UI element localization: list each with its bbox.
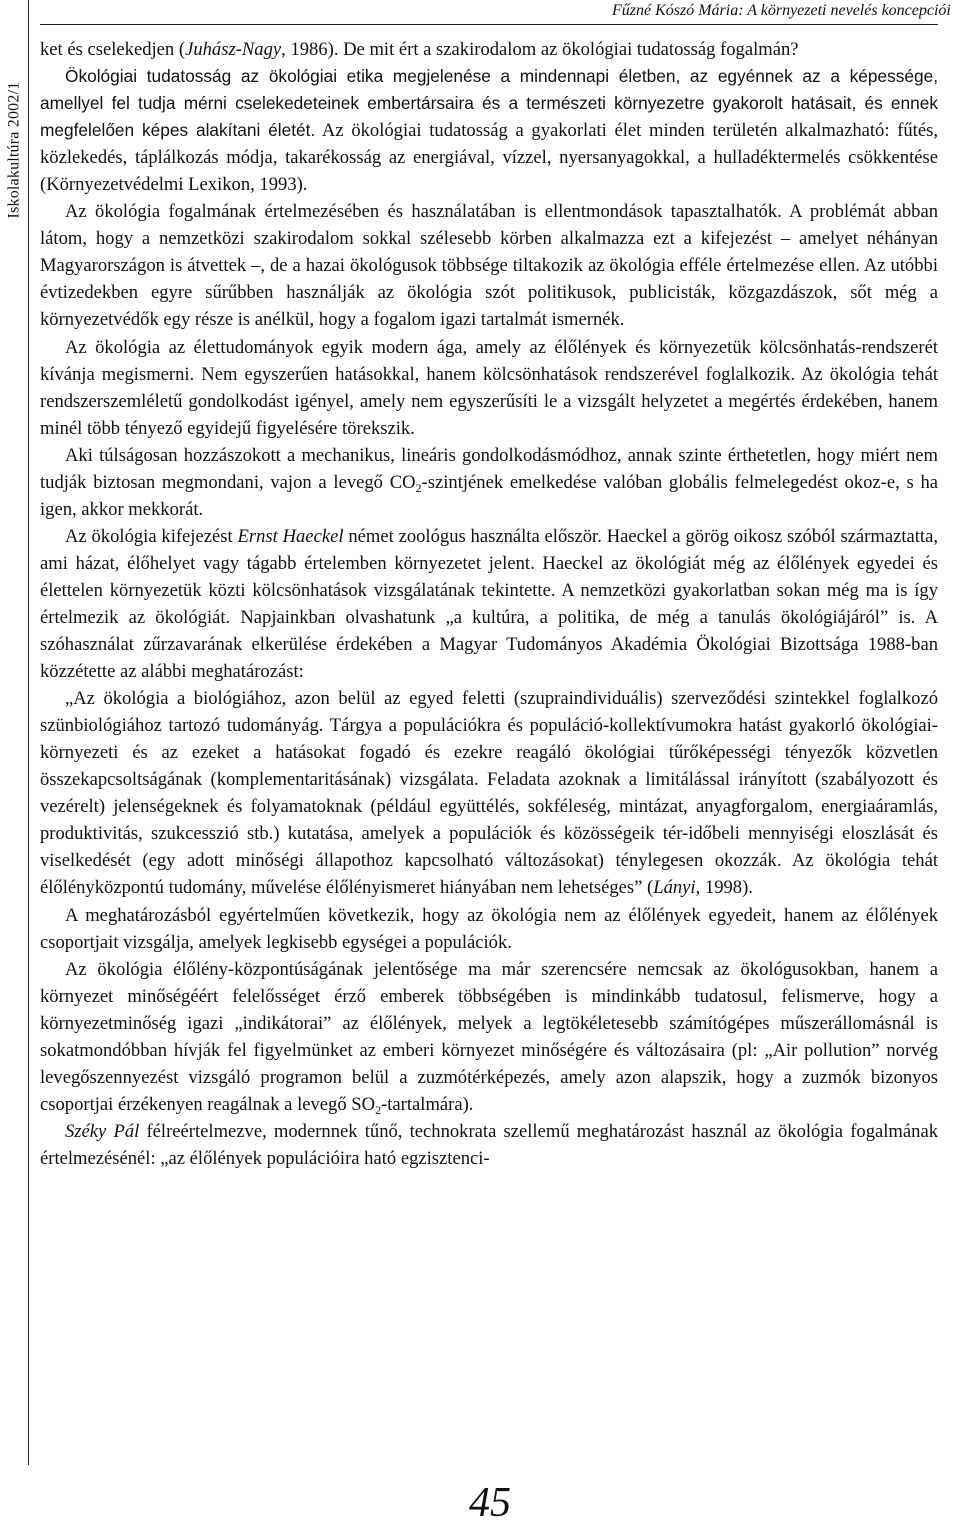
header-rule — [40, 24, 938, 25]
paragraph — [40, 334, 938, 442]
paragraph — [40, 198, 938, 333]
paragraph — [40, 63, 938, 198]
journal-side-tab-label: Iskolakultúra 2002/1 — [5, 81, 22, 219]
text-run: Az ökológia élőlény-központúságának jelentősége ma már szerencsére nemcsak az ökológusokban, hanem a környezet minőségéért felelősséget érző emberek többségében is mindinkább tudatosul, felismerve, hogy a környezetminőség igazi „indikátorai” az élőlények, melyek a legtökéletesebb számítógépes műszerállomásnál is sokatmondóbban hívják fel figyelmünket az emberi környezet minőségére és változásaira (pl: „Air pollution” norvég levegőszennyezést vizsgáló programon belül a zuzmótérképezés, amely azon alapszik, hogy a zuzmók bizonyos csoportjai érzékenyen reagálnak a levegő SO — [40, 958, 938, 1115]
subscript: 2 — [415, 480, 422, 495]
text-run: -tartalmára). — [381, 1093, 474, 1115]
text-run: félreértelmezve, modernnek tűnő, technokrata szellemű meghatározást használ az ökológia fogalmának értelmezésénél: „az élőlények populációira ható egzisztenci- — [40, 1120, 938, 1169]
side-rule — [28, 0, 29, 1465]
italic-text: Juhász-Nagy — [185, 39, 282, 60]
article-body — [40, 36, 938, 1172]
page-number: 45 — [469, 1480, 511, 1526]
italic-text: Ernst Haeckel — [237, 525, 344, 547]
paragraph — [40, 36, 938, 63]
text-run: Aki túlságosan hozzászokott a mechanikus, lineáris gondolkodásmódhoz, annak szinte érthetetlen, hogy miért nem tudják biztosan megmondani, vajon a levegő CO — [40, 444, 938, 493]
text-run: Az ökológia fogalmának értelmezésében és használatában is ellentmondások tapasztalhatók. A problémát abban látom, hogy a nemzetközi szakirodalom sokkal szélesebb körben alkalmazza ezt a kifejezést – amelyet néhányan Magyarországon is átvettek –, de a hazai ökológusok többsége tiltakozik az ökológia efféle értelmezése ellen. Az utóbbi évtizedekben egyre sűrűbben használják az ökológia szót politikusok, publicisták, közgazdászok, sőt még a környezetvédők egy része is anélkül, hogy a fogalom igazi tartalmát ismernék. — [40, 201, 938, 331]
text-run: -szintjének emelkedése valóban globális felmelegedést okoz-e, s ha igen, akkor mekkorát. — [40, 471, 939, 520]
journal-side-tab — [4, 0, 24, 300]
text-run: német zoológus használta először. Haeckel a görög oikosz szóból származtatta, ami házat, élőhelyet vagy tágabb értelemben környezetet jelent. Haeckel az ökológiát még az élőlények egyedei és élettelen környezetük közti kölcsönhatások vizsgálatának tekintette. A nemzetközi gyakorlatban sokan még ma is így értelmezik az ökológiát. Napjainkban olvashatunk „a kultúra, a politika, de még a tanulás ökológiájáról” is. A szóhasználat zűrzavarának elkerülése érdekében a Magyar Tudományos Akadémia Ökológiai Bizottsága 1988-ban közzétette az alábbi meghatározást: — [40, 525, 938, 683]
text-run: Az ökológiai tudatosság a gyakorlati élet minden területén alkalmazható: fűtés, közlekedés, táplálkozás módja, takarékosság az energiával, vízzel, nyersanyagokkal, a hulladéktermelés csökkentése (Környezetvédelmi Lexikon, 1993). — [40, 120, 938, 196]
paragraph — [40, 902, 938, 956]
subscript: 2 — [375, 1102, 382, 1117]
text-run: A meghatározásból egyértelműen következik, hogy az ökológia nem az élőlények egyedeit, hanem az élőlények csoportjait vizsgálja, amelyek legkisebb egységei a populációk. — [40, 904, 938, 953]
text-run: Az ökológia kifejezést — [65, 525, 238, 547]
paragraph — [40, 1118, 938, 1172]
text-run: , 1986). De mit ért a szakirodalom az ökológiai tudatosság fogalmán? — [281, 39, 799, 60]
paragraph — [40, 956, 938, 1118]
text-run: ket és cselekedjen ( — [40, 39, 186, 60]
text-run: Ökológiai tudatosság az ökológiai etika megjelenése a mindennapi életben, az egyénnek az a képessége, amellyel fel tudja mérni cselekedeteinek embertársaira és a természeti környezetre gyakorolt hatásait, és ennek megfelelően képes alakítani életét. — [40, 66, 938, 141]
text-run: „Az ökológia a biológiához, azon belül az egyed feletti (szupraindividuális) szerveződési szintekkel foglalkozó szünbiológiához tartozó tudományág. Tárgya a populációkra és populáció-kollektívumokra hatást gyakorló ökológiai-környezeti és az ezeket a hatásokat fogadó és ezekre reagáló ökológiai tűrőképességi tényezők közvetlen összekapcsoltságának (komplementaritásának) vizsgálata. Feladata azoknak a limitálással irányított (szabályozott és vezérelt) jelenségeknek és folyamatoknak (például együttélés, sokféleség, mintázat, anyagforgalom, energiaáramlás, produktivitás, szukcesszió stb.) kutatása, amelyek a populációk és közösségeik tér-időbeli mennyiségi eloszlását és viselkedését (egy adott minőségi állapothoz kapcsolható változásokat) ténylegesen okozzák. Az ökológia tehát élőlényközpontú tudomány, művelése élőlényismeret hiányában nem lehetséges” ( — [40, 688, 938, 899]
italic-text: Széky Pál — [65, 1120, 140, 1142]
italic-text: Lányi — [653, 877, 696, 899]
text-run: Az ökológia az élettudományok egyik modern ága, amely az élőlények és környezetük kölcsönhatás-rendszerét kívánja megismerni. Nem egyszerűen hatásokkal, hanem kölcsönhatások rendszerével foglalkozik. Az ökológia tehát rendszerszemléletű gondolkodást igényel, amely nem egyszerűsíti le a vizsgált helyzetet a megértés érdekében, hanem minél több tényező egyidejű figyelésére törekszik. — [40, 336, 938, 439]
paragraph — [40, 523, 938, 685]
paragraph — [40, 442, 938, 523]
paragraph — [40, 685, 938, 901]
text-run: , 1998). — [695, 877, 753, 899]
running-title: Fűzné Kószó Mária: A környezeti nevelés koncepciói — [612, 2, 951, 19]
